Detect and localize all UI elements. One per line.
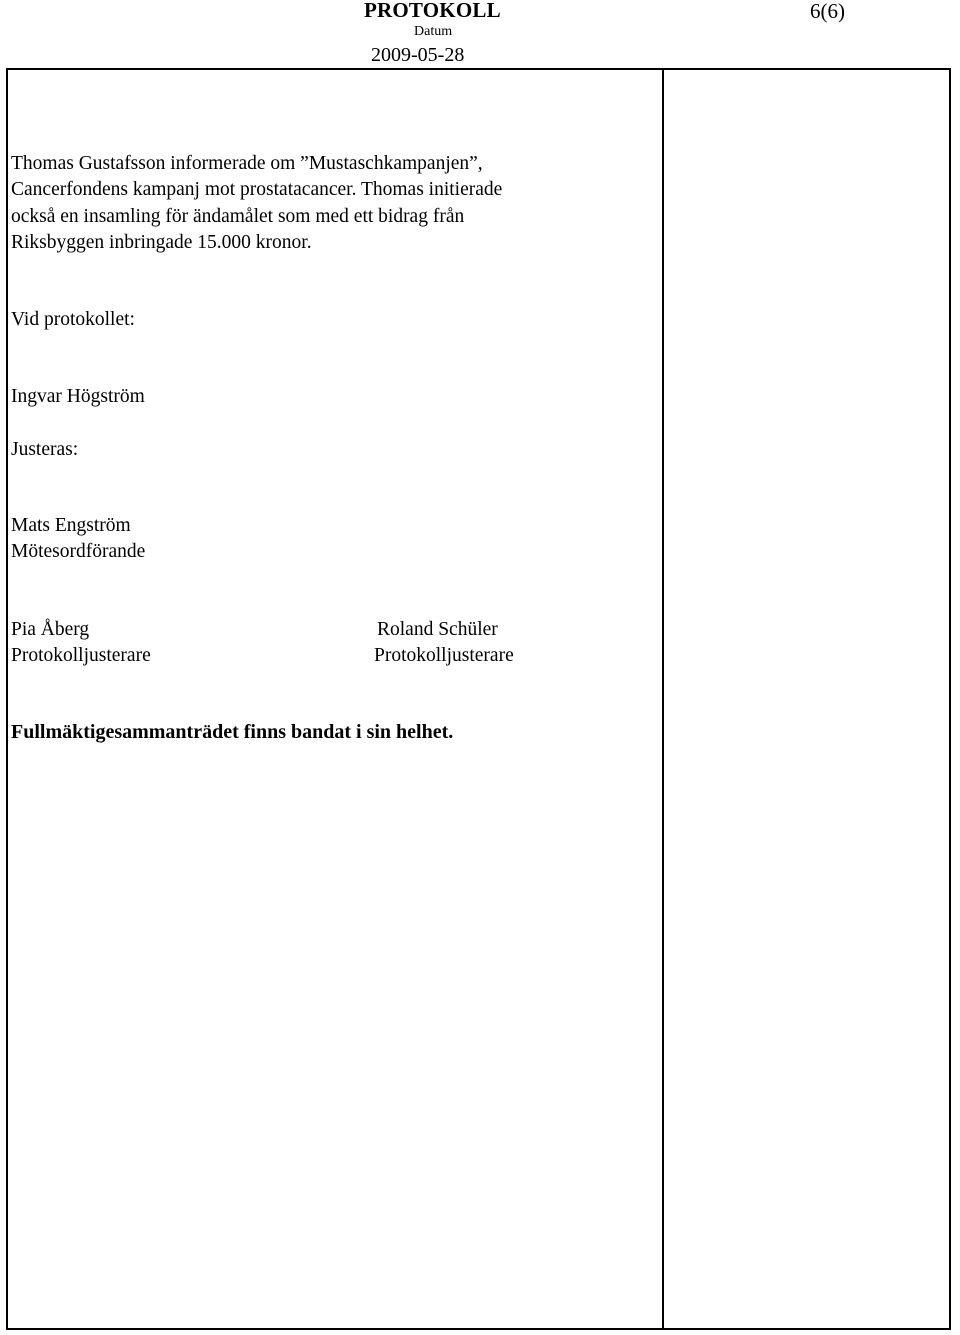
adjuster-1-role: Protokolljusterare — [11, 645, 151, 666]
paragraph-line-2: Cancerfondens kampanj mot prostatacancer. Thomas initierade — [11, 179, 503, 200]
adjuster-2-name: Roland Schüler — [377, 619, 498, 640]
chair-role: Mötesordförande — [11, 541, 146, 562]
closing-note: Fullmäktigesammanträdet finns bandat i sin helhet. — [11, 721, 454, 743]
document-title: PROTOKOLL — [364, 0, 501, 22]
content-frame — [6, 68, 951, 1330]
chair-name: Mats Engström — [11, 515, 131, 536]
paragraph-line-1: Thomas Gustafsson informerade om ”Mustaschkampanjen”, — [11, 153, 483, 174]
margin-column-divider — [662, 68, 664, 1330]
justeras-label: Justeras: — [11, 439, 79, 460]
secretary-name: Ingvar Högström — [11, 386, 145, 407]
document-date: 2009-05-28 — [371, 44, 465, 66]
adjuster-1-name: Pia Åberg — [11, 619, 90, 640]
datum-label: Datum — [414, 24, 453, 39]
adjuster-2-role: Protokolljusterare — [374, 645, 514, 666]
paragraph-line-4: Riksbyggen inbringade 15.000 kronor. — [11, 232, 312, 253]
vid-protokollet-label: Vid protokollet: — [11, 309, 135, 330]
paragraph-line-3: också en insamling för ändamålet som med ett bidrag från — [11, 206, 465, 227]
page-number: 6(6) — [810, 0, 845, 23]
